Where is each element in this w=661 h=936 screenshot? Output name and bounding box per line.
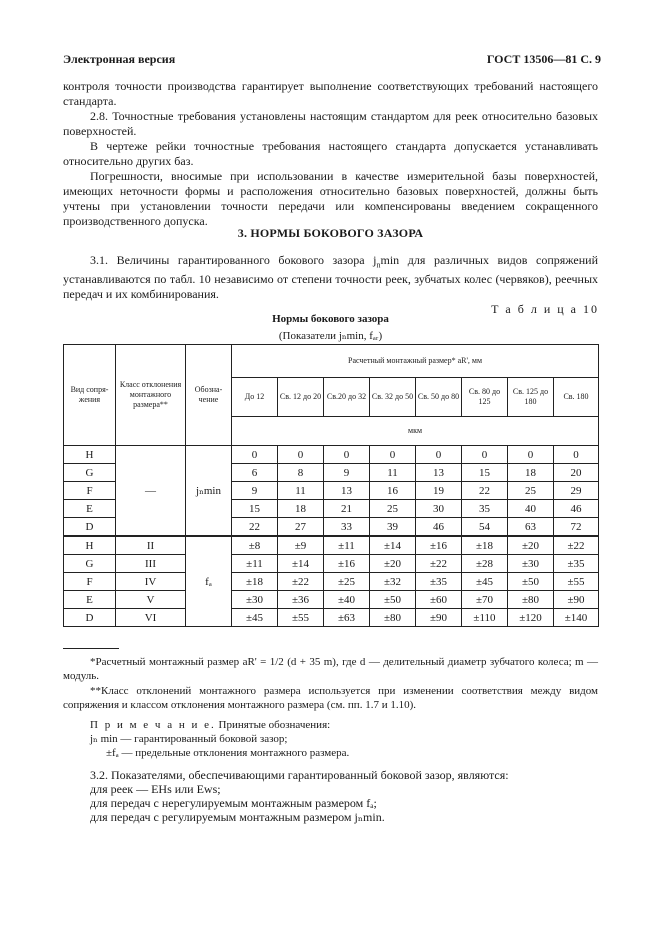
table-subtitle: (Показатели jₙmin, fₐᵣ) bbox=[278, 330, 383, 342]
range-header: Св. 80 до 125 bbox=[462, 378, 508, 417]
class-cell: IV bbox=[116, 573, 186, 591]
section-title: 3. НОРМЫ БОКОВОГО ЗАЗОРА bbox=[237, 226, 424, 240]
value-cell: 18 bbox=[508, 464, 554, 482]
value-cell: 39 bbox=[370, 518, 416, 537]
value-cell: 13 bbox=[416, 464, 462, 482]
class-cell: II bbox=[116, 536, 186, 555]
class-cell: — bbox=[116, 446, 186, 537]
value-cell: ±30 bbox=[232, 591, 278, 609]
head-class: Класс отклонения монтажного размера** bbox=[116, 345, 186, 446]
class-cell: III bbox=[116, 555, 186, 573]
paragraph-2-8: 2.8. Точностные требования установлены настоящим стандартом для реек относительно базовых поверхностей. bbox=[63, 109, 598, 138]
kind-cell: F bbox=[64, 482, 116, 500]
value-cell: ±110 bbox=[462, 609, 508, 627]
value-cell: 18 bbox=[278, 500, 324, 518]
value-cell: ±63 bbox=[324, 609, 370, 627]
value-cell: ±55 bbox=[554, 573, 599, 591]
value-cell: 46 bbox=[416, 518, 462, 537]
value-cell: ±16 bbox=[324, 555, 370, 573]
value-cell: ±11 bbox=[324, 536, 370, 555]
value-cell: ±9 bbox=[278, 536, 324, 555]
value-cell: ±18 bbox=[232, 573, 278, 591]
value-cell: ±35 bbox=[554, 555, 599, 573]
value-cell: ±45 bbox=[232, 609, 278, 627]
value-cell: 35 bbox=[462, 500, 508, 518]
value-cell: 63 bbox=[508, 518, 554, 537]
value-cell: 40 bbox=[508, 500, 554, 518]
kind-cell: G bbox=[64, 555, 116, 573]
value-cell: 21 bbox=[324, 500, 370, 518]
class-cell: V bbox=[116, 591, 186, 609]
paragraph-3-2: 3.2. Показателями, обеспечивающими гарантированный боковой зазор, являются: bbox=[90, 768, 509, 782]
value-cell: 22 bbox=[232, 518, 278, 537]
value-cell: ±30 bbox=[508, 555, 554, 573]
header-left: Электронная версия bbox=[63, 52, 176, 66]
value-cell: 0 bbox=[232, 446, 278, 464]
head-symbol: Обозна-чение bbox=[186, 345, 232, 446]
bottom-line-1: для реек — EHs или Ews; bbox=[90, 782, 221, 796]
value-cell: 0 bbox=[554, 446, 599, 464]
value-cell: 11 bbox=[278, 482, 324, 500]
value-cell: 0 bbox=[462, 446, 508, 464]
value-cell: ±28 bbox=[462, 555, 508, 573]
footnote-2: **Класс отклонений монтажного размера используется при изменении соответствия между видом сопряжения и классом отклонения монтажного размера (см. пп. 1.7 и 1.10). bbox=[63, 685, 598, 711]
value-cell: 20 bbox=[554, 464, 599, 482]
value-cell: ±60 bbox=[416, 591, 462, 609]
range-header: Св. 180 bbox=[554, 378, 599, 417]
header-right: ГОСТ 13506—81 С. 9 bbox=[486, 52, 601, 66]
paragraph-drawing: В чертеже рейки точностные требования настоящего стандарта допускается устанавливать относительно других баз. bbox=[63, 139, 598, 168]
value-cell: 13 bbox=[324, 482, 370, 500]
value-cell: ±35 bbox=[416, 573, 462, 591]
paragraph-continuation: контроля точности производства гарантирует выполнение соответствующих требований настоящего стандарта. bbox=[63, 79, 598, 108]
class-cell: VI bbox=[116, 609, 186, 627]
footnote-divider bbox=[63, 648, 119, 649]
value-cell: ±16 bbox=[416, 536, 462, 555]
kind-cell: H bbox=[64, 536, 116, 555]
value-cell: 29 bbox=[554, 482, 599, 500]
value-cell: 33 bbox=[324, 518, 370, 537]
value-cell: ±70 bbox=[462, 591, 508, 609]
value-cell: ±50 bbox=[508, 573, 554, 591]
footnote-1: *Расчетный монтажный размер aR' = 1/2 (d + 35 m), где d — делительный диаметр зубчатого колеса; m — модуль. bbox=[63, 656, 598, 682]
value-cell: ±80 bbox=[370, 609, 416, 627]
value-cell: ±55 bbox=[278, 609, 324, 627]
value-cell: ±45 bbox=[462, 573, 508, 591]
bottom-line-2: для передач с нерегулируемым монтажным размером fₐ; bbox=[90, 796, 377, 810]
note-line-1: jₙ min — гарантированный боковой зазор; bbox=[90, 733, 288, 745]
value-cell: 0 bbox=[278, 446, 324, 464]
kind-cell: H bbox=[64, 446, 116, 464]
value-cell: ±22 bbox=[278, 573, 324, 591]
head-size-group: Расчетный монтажный размер* aR', мм bbox=[232, 345, 599, 378]
value-cell: 15 bbox=[462, 464, 508, 482]
range-header: Св. 12 до 20 bbox=[278, 378, 324, 417]
value-cell: 54 bbox=[462, 518, 508, 537]
value-cell: 9 bbox=[232, 482, 278, 500]
value-cell: ±11 bbox=[232, 555, 278, 573]
table-title: Нормы бокового зазора bbox=[272, 313, 389, 325]
value-cell: ±20 bbox=[370, 555, 416, 573]
table-number: Т а б л и ц а 10 bbox=[491, 302, 599, 316]
bottom-line-3: для передач с регулируемым монтажным размером jₙmin. bbox=[90, 810, 385, 824]
range-header: Св. 50 до 80 bbox=[416, 378, 462, 417]
symbol-jn-min: jₙmin bbox=[186, 446, 232, 537]
value-cell: 25 bbox=[508, 482, 554, 500]
value-cell: 16 bbox=[370, 482, 416, 500]
kind-cell: E bbox=[64, 500, 116, 518]
range-header: Св. 125 до 180 bbox=[508, 378, 554, 417]
value-cell: 8 bbox=[278, 464, 324, 482]
value-cell: 19 bbox=[416, 482, 462, 500]
value-cell: ±20 bbox=[508, 536, 554, 555]
value-cell: 9 bbox=[324, 464, 370, 482]
value-cell: 72 bbox=[554, 518, 599, 537]
note-line-2: ±fₐ — предельные отклонения монтажного размера. bbox=[106, 747, 350, 759]
value-cell: 30 bbox=[416, 500, 462, 518]
head-kind: Вид сопря-жения bbox=[64, 345, 116, 446]
backlash-table bbox=[63, 344, 599, 627]
value-cell: ±50 bbox=[370, 591, 416, 609]
value-cell: ±36 bbox=[278, 591, 324, 609]
value-cell: ±18 bbox=[462, 536, 508, 555]
kind-cell: G bbox=[64, 464, 116, 482]
value-cell: 11 bbox=[370, 464, 416, 482]
value-cell: ±14 bbox=[278, 555, 324, 573]
value-cell: 46 bbox=[554, 500, 599, 518]
value-cell: ±22 bbox=[416, 555, 462, 573]
range-header: До 12 bbox=[232, 378, 278, 417]
value-cell: ±90 bbox=[416, 609, 462, 627]
value-cell: 6 bbox=[232, 464, 278, 482]
unit-row: мкм bbox=[232, 417, 599, 446]
kind-cell: E bbox=[64, 591, 116, 609]
value-cell: ±80 bbox=[508, 591, 554, 609]
value-cell: ±25 bbox=[324, 573, 370, 591]
paragraph-3-1: 3.1. Величины гарантированного бокового зазора $j_n\min$ для различных видов сопряжений устанавливаются по табл. 10 независимо от степени точности реек, зубчатых колес (червяков), реечных передач и их комбинирования. bbox=[63, 253, 598, 302]
note-heading: П р и м е ч а н и е. Принятые обозначения: bbox=[90, 719, 331, 731]
value-cell: ±22 bbox=[554, 536, 599, 555]
value-cell: 0 bbox=[416, 446, 462, 464]
value-cell: 27 bbox=[278, 518, 324, 537]
kind-cell: D bbox=[64, 609, 116, 627]
value-cell: ±40 bbox=[324, 591, 370, 609]
value-cell: 0 bbox=[370, 446, 416, 464]
range-header: Св. 32 до 50 bbox=[370, 378, 416, 417]
value-cell: ±90 bbox=[554, 591, 599, 609]
kind-cell: F bbox=[64, 573, 116, 591]
value-cell: ±8 bbox=[232, 536, 278, 555]
value-cell: 15 bbox=[232, 500, 278, 518]
value-cell: ±32 bbox=[370, 573, 416, 591]
symbol-fa: fₐ bbox=[186, 536, 232, 627]
value-cell: ±140 bbox=[554, 609, 599, 627]
value-cell: 22 bbox=[462, 482, 508, 500]
value-cell: ±14 bbox=[370, 536, 416, 555]
value-cell: 25 bbox=[370, 500, 416, 518]
value-cell: ±120 bbox=[508, 609, 554, 627]
value-cell: 0 bbox=[508, 446, 554, 464]
kind-cell: D bbox=[64, 518, 116, 537]
range-header: Св.20 до 32 bbox=[324, 378, 370, 417]
paragraph-errors: Погрешности, вносимые при использовании в качестве измерительной базы поверхностей, имеющих неточности формы и расположения относительно базовых поверхностей, должны быть учтены при установлении точности передачи или компенсированы введением сокращенного производственного допуска. bbox=[63, 169, 598, 228]
value-cell: 0 bbox=[324, 446, 370, 464]
